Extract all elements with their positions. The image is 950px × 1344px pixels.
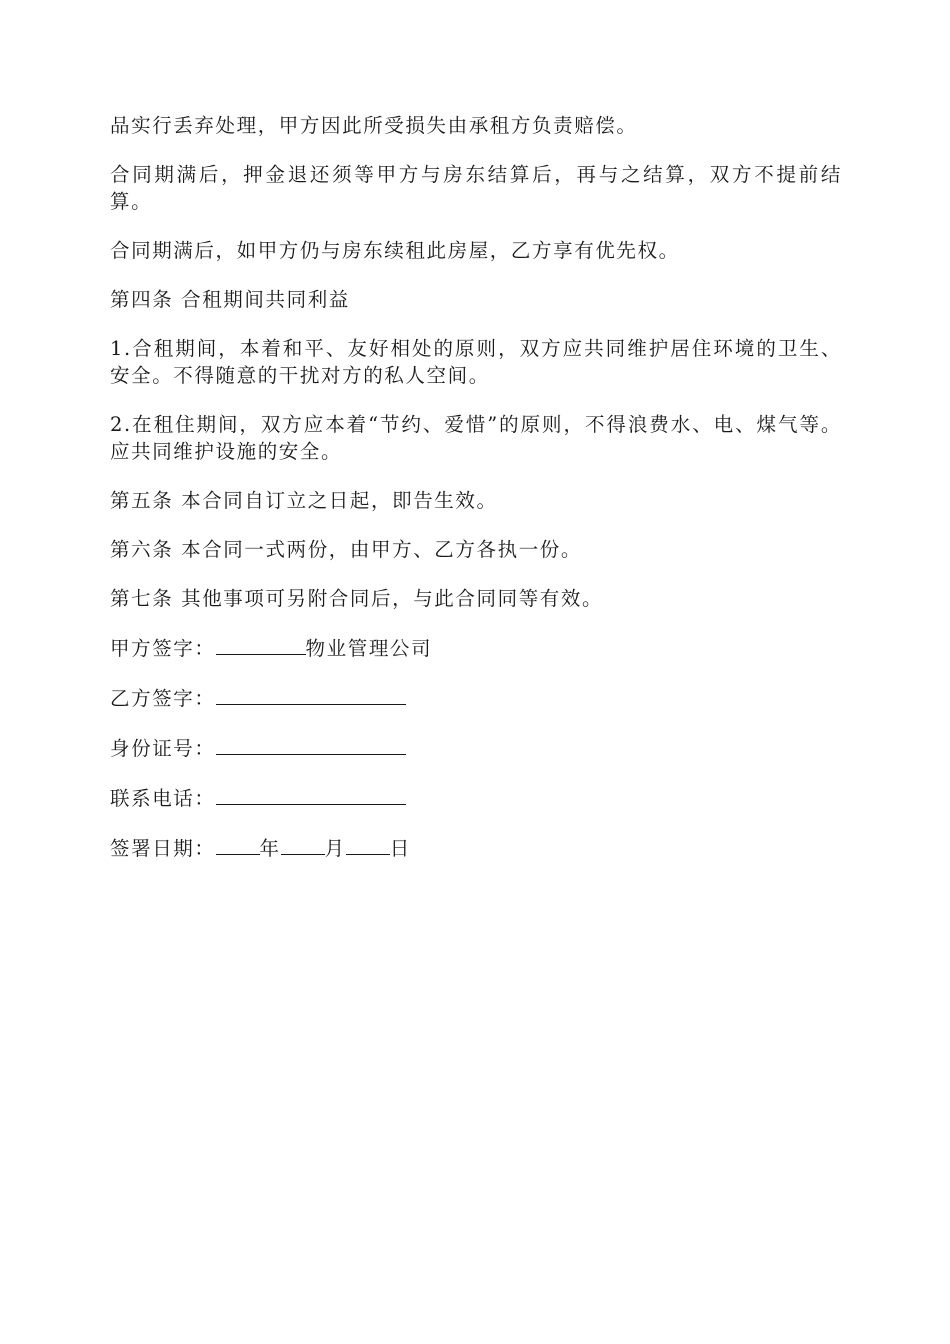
day-label: 日: [389, 837, 411, 860]
document-page: [110, 112, 842, 884]
party-a-suffix: 物业管理公司: [305, 637, 433, 660]
id-number-line: [110, 734, 842, 762]
phone-blank: [216, 784, 406, 805]
paragraph-disposal-clause: 品实行丢弃处理，甲方因此所受损失由承租方负责赔偿。: [110, 114, 638, 137]
article-4-heading: 第四条 合租期间共同利益: [110, 288, 350, 311]
paragraph-priority-right: 合同期满后，如甲方仍与房东续租此房屋，乙方享有优先权。: [110, 239, 680, 262]
article-6: 第六条 本合同一式两份，由甲方、乙方各执一份。: [110, 538, 582, 561]
paragraph-deposit-refund: 合同期满后，押金退还须等甲方与房东结算后，再与之结算，双方不提前结算。: [110, 163, 842, 213]
article-4-item-1: 1.合租期间，本着和平、友好相处的原则，双方应共同维护居住环境的卫生、安全。不得随意的干扰对方的私人空间。: [110, 337, 842, 387]
article-7: 第七条 其他事项可另附合同后，与此合同同等有效。: [110, 587, 604, 610]
month-blank: [281, 834, 325, 855]
party-b-blank: [216, 684, 406, 705]
phone-label: 联系电话：: [110, 787, 216, 810]
party-b-label: 乙方签字：: [110, 687, 216, 710]
phone-line: [110, 784, 842, 812]
signing-date-label: 签署日期：: [110, 837, 216, 860]
party-b-signature-line: [110, 684, 842, 712]
id-number-label: 身份证号：: [110, 737, 216, 760]
year-label: 年: [259, 837, 281, 860]
id-number-blank: [216, 734, 406, 755]
article-4-item-2: 2.在租住期间，双方应本着“节约、爱惜”的原则，不得浪费水、电、煤气等。应共同维护设施的安全。: [110, 413, 842, 463]
party-a-label: 甲方签字：: [110, 637, 216, 660]
day-blank: [346, 834, 390, 855]
month-label: 月: [324, 837, 346, 860]
party-a-signature-line: [110, 634, 842, 662]
party-a-blank: [216, 634, 306, 655]
signing-date-line: [110, 834, 842, 862]
year-blank: [216, 834, 260, 855]
article-5: 第五条 本合同自订立之日起，即告生效。: [110, 489, 498, 512]
